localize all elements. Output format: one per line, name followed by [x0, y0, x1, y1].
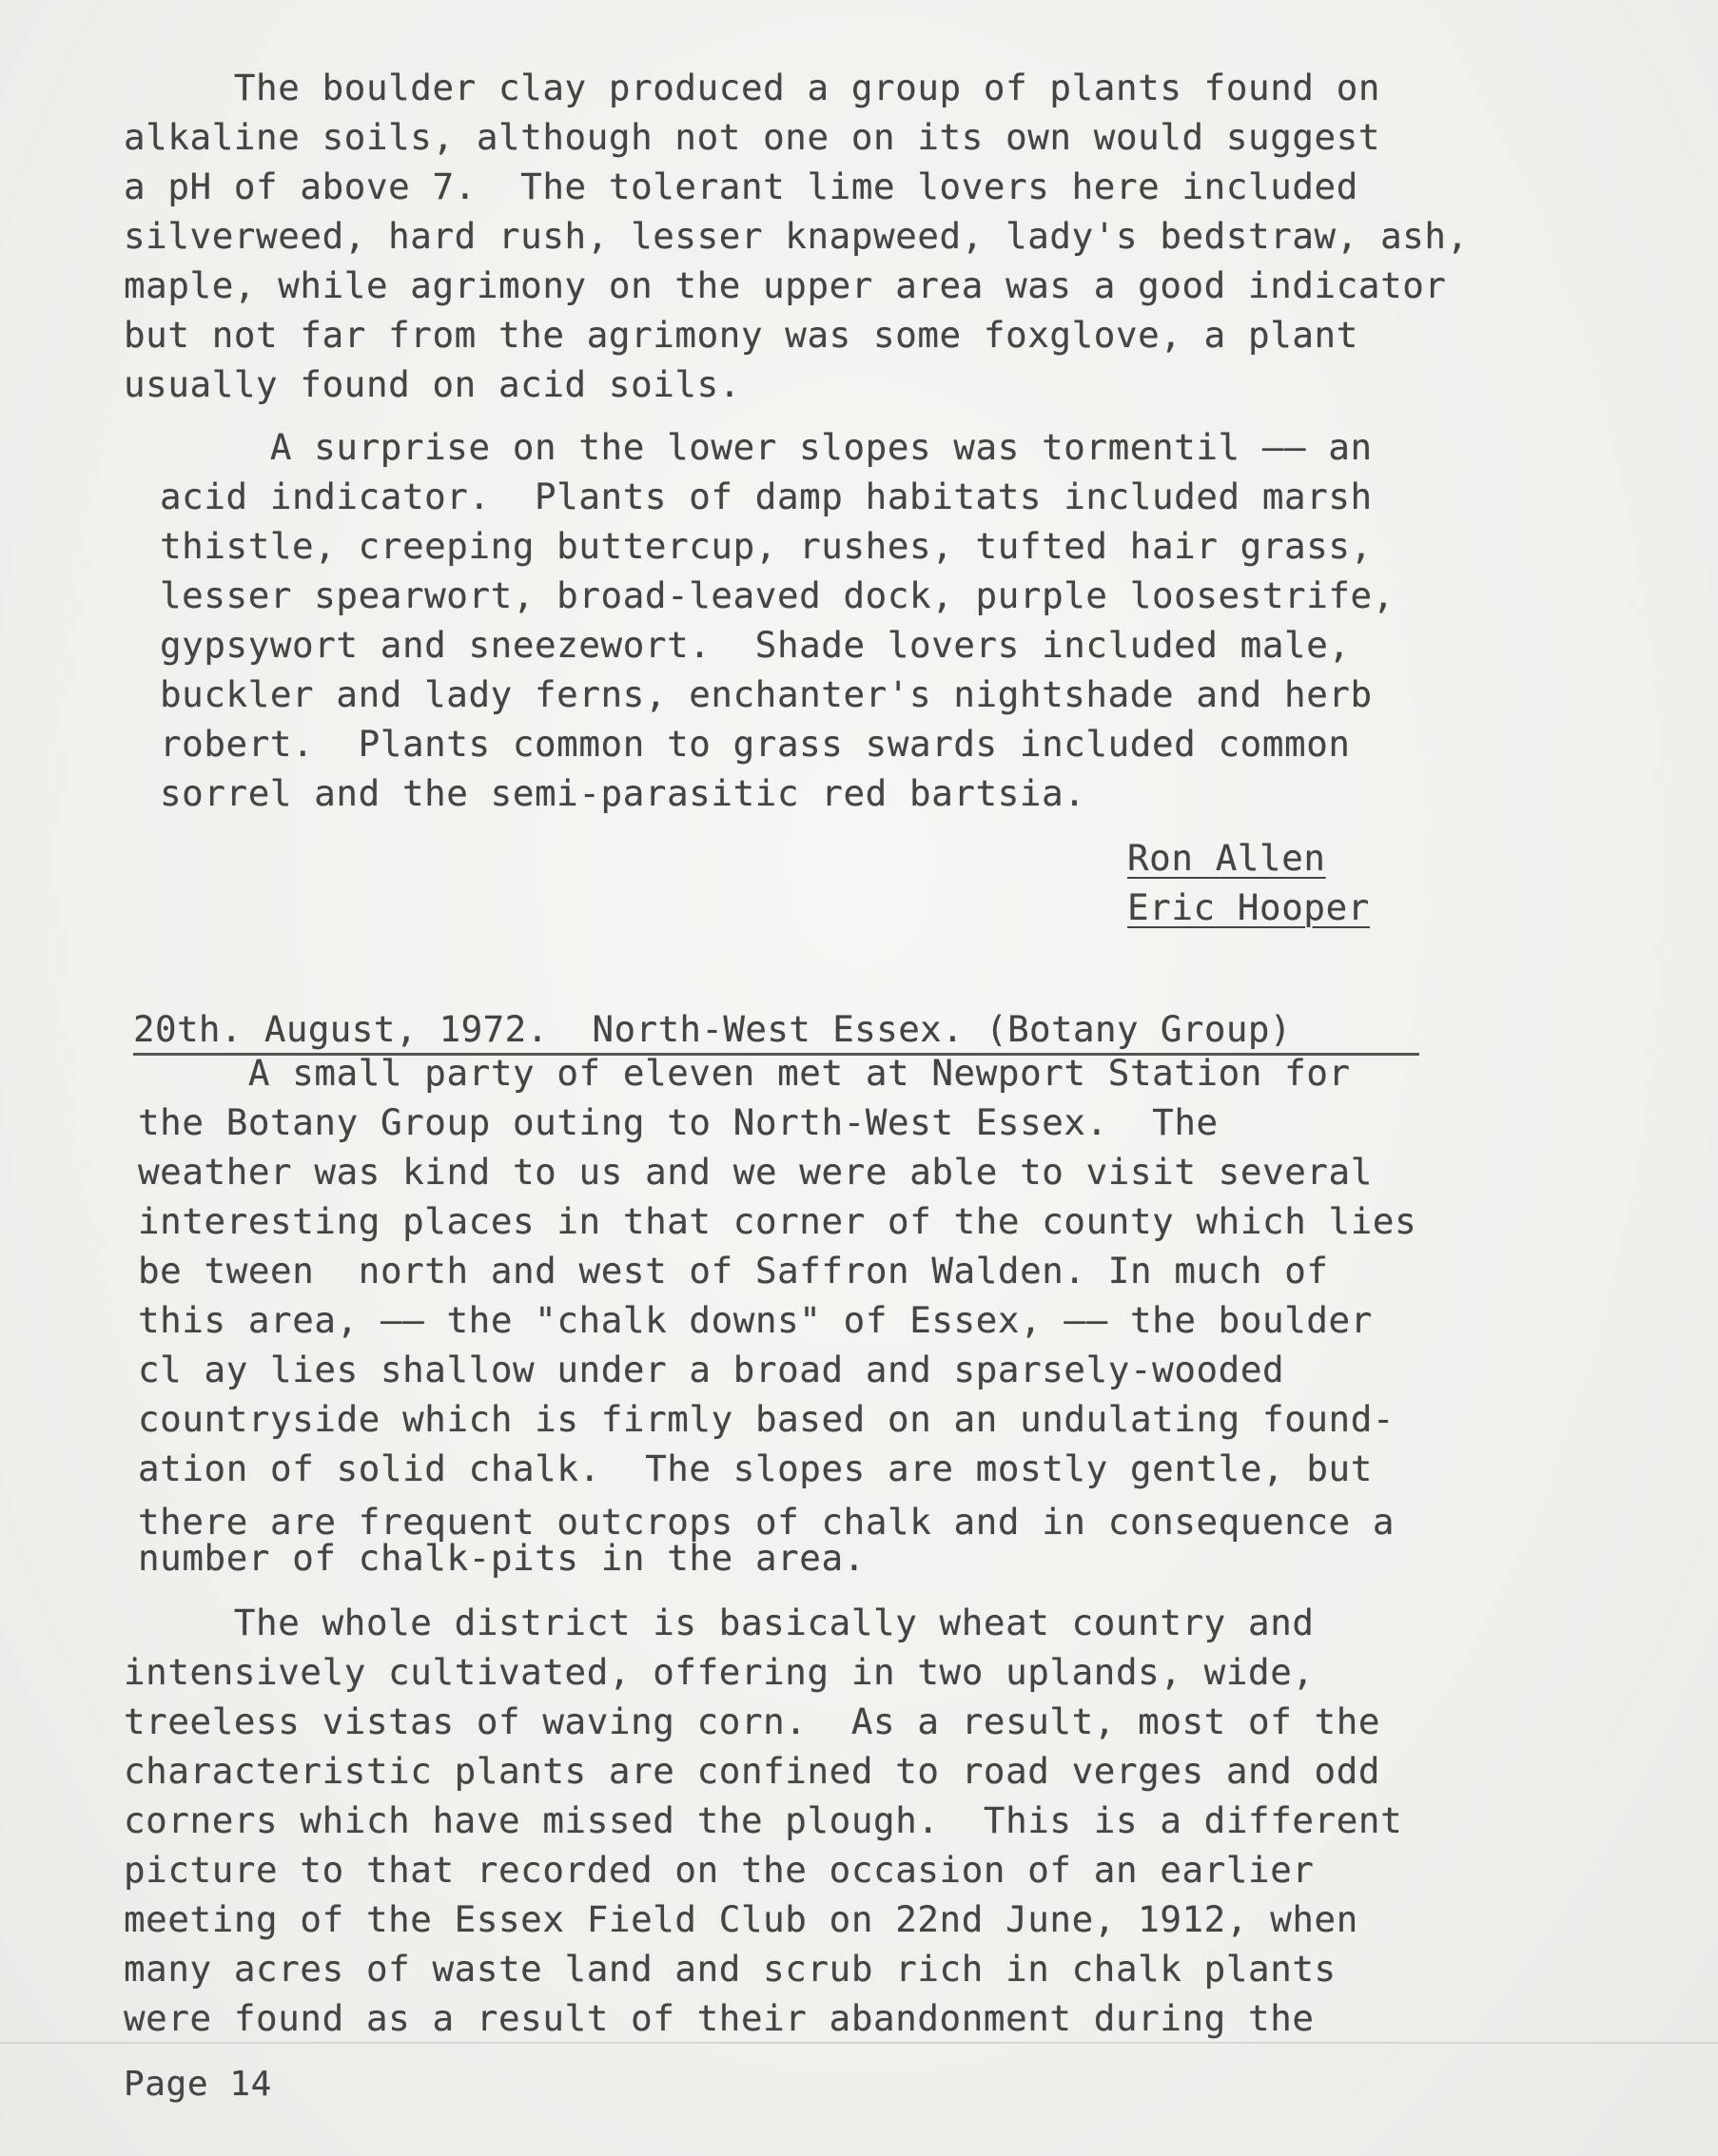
para2-line: gypsywort and sneezewort. Shade lovers included male,	[160, 624, 1351, 666]
para3-line: countryside which is firmly based on an undulating found-	[138, 1398, 1396, 1440]
para3-line: interesting places in that corner of the county which lies	[138, 1200, 1417, 1242]
signature-eric-hooper: Eric Hooper	[1127, 886, 1370, 928]
para3-line: there are frequent outcrops of chalk and in consequence a	[138, 1501, 1396, 1543]
para4-line: meeting of the Essex Field Club on 22nd June, 1912, when	[124, 1898, 1358, 1940]
para3-line: ation of solid chalk. The slopes are mostly gentle, but	[138, 1447, 1373, 1489]
para2-line: buckler and lady ferns, enchanter's nightshade and herb	[160, 673, 1373, 715]
para2-line: thistle, creeping buttercup, rushes, tufted hair grass,	[160, 525, 1373, 567]
para1-line: a pH of above 7. The tolerant lime lovers here included	[124, 165, 1358, 207]
para1-line: but not far from the agrimony was some foxglove, a plant	[124, 314, 1358, 356]
para4-line: corners which have missed the plough. This is a different	[124, 1799, 1403, 1841]
para4-line: characteristic plants are confined to road verges and odd	[124, 1750, 1381, 1792]
para4-line: were found as a result of their abandonment during the	[124, 1997, 1315, 2039]
section-heading: 20th. August, 1972. North-West Essex. (Botany Group)	[133, 1008, 1292, 1050]
para3-line: A small party of eleven met at Newport Station for	[138, 1052, 1351, 1094]
para3-line: be tween north and west of Saffron Walden. In much of	[138, 1250, 1329, 1292]
para4-line: intensively cultivated, offering in two uplands, wide,	[124, 1651, 1315, 1693]
para4-line: picture to that recorded on the occasion of an earlier	[124, 1849, 1315, 1891]
page-edge-line	[0, 2042, 1718, 2044]
para3-line: weather was kind to us and we were able to visit several	[138, 1151, 1373, 1193]
para3-line: number of chalk-pits in the area.	[138, 1537, 866, 1579]
para3-line: the Botany Group outing to North-West Essex. The	[138, 1101, 1219, 1143]
para2-line: A surprise on the lower slopes was tormentil —— an	[160, 426, 1373, 468]
para3-line: this area, —— the "chalk downs" of Essex, —— the boulder	[138, 1299, 1373, 1341]
para1-line: silverweed, hard rush, lesser knapweed, lady's bedstraw, ash,	[124, 215, 1469, 257]
para4-line: many acres of waste land and scrub rich in chalk plants	[124, 1948, 1337, 1990]
para1-line: maple, while agrimony on the upper area was a good indicator	[124, 264, 1447, 306]
para1-line: alkaline soils, although not one on its own would suggest	[124, 116, 1381, 158]
signature-ron-allen: Ron Allen	[1127, 837, 1326, 879]
page-number: Page 14	[124, 2065, 272, 2104]
para2-line: robert. Plants common to grass swards included common	[160, 723, 1351, 765]
para1-line: The boulder clay produced a group of plants found on	[124, 67, 1381, 108]
para4-line: treeless vistas of waving corn. As a result, most of the	[124, 1700, 1381, 1742]
para3-line: cl ay lies shallow under a broad and sparsely-wooded	[138, 1349, 1285, 1390]
para4-line: The whole district is basically wheat country and	[124, 1602, 1315, 1643]
para2-line: lesser spearwort, broad-leaved dock, purple loosestrife,	[160, 574, 1395, 616]
para1-line: usually found on acid soils.	[124, 363, 741, 405]
para2-line: acid indicator. Plants of damp habitats included marsh	[160, 476, 1373, 517]
para2-line: sorrel and the semi-parasitic red bartsia.	[160, 772, 1086, 814]
